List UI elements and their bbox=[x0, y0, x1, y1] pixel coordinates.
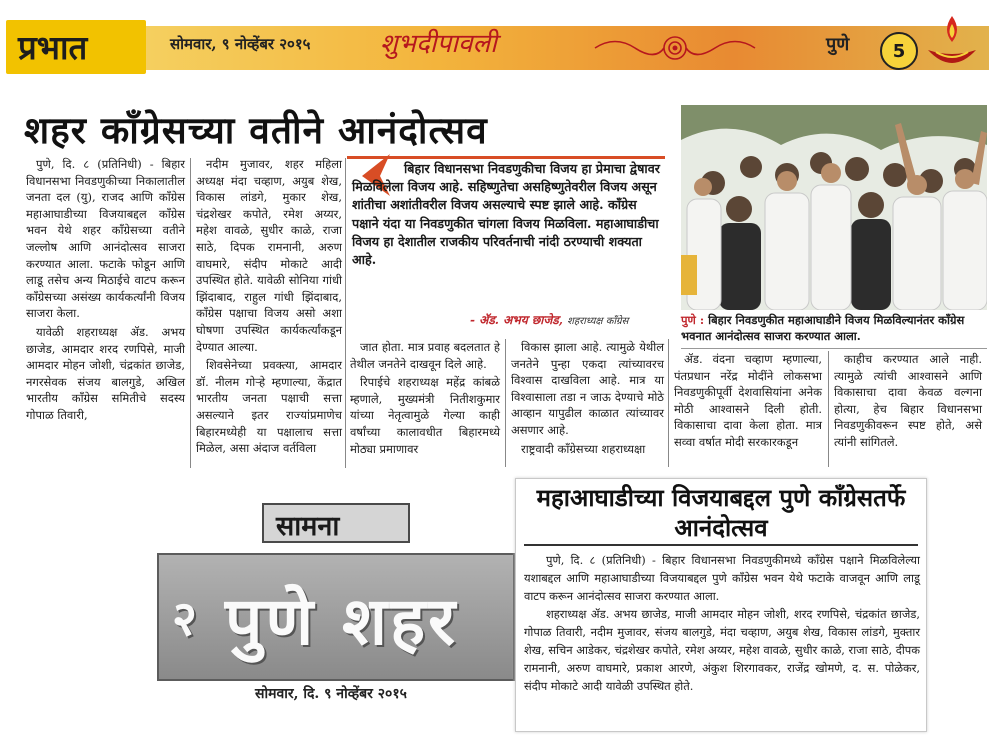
photo-caption-tag: पुणे : bbox=[681, 313, 705, 327]
article-paragraph: नदीम मुजावर, शहर महिला अध्यक्ष मंदा चव्हाण, अयुब शेख, विकास लांडगे, मुकार शेख, चंद्रशेखर कपोते, रमेश अय्यर, महेश वावळे, सुधीर काळे, राजा साठे, दिपक रामनानी, अरुण वाघमारे, संदीप मोकाटे आदी उपस्थित होते. यावेळी सोनिया गांधी झिंदाबाद, राहुल गांधी झिंदाबाद, काँग्रेस पक्षाचा विजय असो अशा घोषणा उपस्थित कार्यकर्त्यांकडून देण्यात आल्या. bbox=[196, 157, 342, 354]
masthead-festival-title: शुभदीपावली bbox=[380, 29, 497, 59]
article-column-6 bbox=[834, 351, 982, 453]
saamana-article-body bbox=[524, 551, 920, 695]
column-divider bbox=[668, 339, 669, 467]
article-paragraph: विकास झाला आहे. त्यामुळे येथील जनतेने पुन्हा एकदा त्यांच्यावरच विश्वास दाखविला आहे. मात्र या विश्वासाला तडा न जाऊ देण्याचे मोठे आव्हान यापुढील काळात त्यांच्यावर असणार आहे. bbox=[511, 340, 664, 437]
article-paragraph: यावेळी शहराध्यक्ष ॲड. अभय छाजेड, आमदार शरद रणपिसे, माजी आमदार मोहन जोशी, चंद्रकांत छाजेड, नगरसेवक संजय बालगुडे, अखिल भारतीय काँग्रेस समितीचे सदस्य गोपाळ तिवारी, bbox=[26, 324, 185, 422]
diya-lamp-icon bbox=[922, 12, 982, 78]
article-paragraph: ॲड. वंदना चव्हाण म्हणाल्या, पंतप्रधान नरेंद्र मोदींने लोकसभा निवडणुकीपूर्वी देशवासियांना अनेक मोठी आश्वासने दिली होती. विकासाचा दावा केला होता. मात्र सव्वा वर्षात मोदी सरकारकडून bbox=[674, 352, 822, 449]
saamana-section-title: पुणे शहर bbox=[225, 582, 459, 660]
prabhat-logo bbox=[6, 20, 146, 74]
article-column-2 bbox=[196, 156, 342, 459]
pull-quote-attribution bbox=[470, 311, 628, 328]
masthead-date: सोमवार, ९ नोव्हेंबर २०१५ bbox=[170, 35, 311, 53]
article-paragraph: राष्ट्रवादी काँग्रेसच्या शहराध्यक्षा bbox=[521, 441, 646, 456]
pull-quote-role: शहराध्यक्ष काँग्रेस bbox=[567, 316, 629, 327]
saamana-logo-text: सामना bbox=[276, 511, 340, 542]
saamana-page-number: २ bbox=[172, 591, 197, 647]
pull-quote-author: - ॲड. अभय छाजेड, bbox=[470, 313, 563, 327]
saamana-headline: महाआघाडीच्या विजयाबद्दल पुणे काँग्रेसतर्फे आनंदोत्सव bbox=[536, 483, 906, 542]
column-divider bbox=[505, 339, 506, 467]
saamana-date: सोमवार, दि. ९ नोव्हेंबर २०१५ bbox=[255, 686, 407, 702]
pull-quote-text: बिहार विधानसभा निवडणुकीचा विजय हा प्रेमाचा द्वेषावर मिळविलेला विजय आहे. सहिष्णुतेचा असहिष्णुतेवरील विजय असून शांतीचा अशांतीवरील विजय असल्याचे स्पष्ट झाले आहे. काँग्रेस पक्षाने यंदा या निवडणुकीत चांगला विजय मिळविला. महाआघाडीचा विजय हा देशातील राजकीय परिवर्तनाची नांदी ठरण्याची शक्यता आहे. bbox=[352, 161, 660, 268]
article-paragraph: पुणे, दि. ८ (प्रतिनिधी) - बिहार विधानसभा निवडणुकीच्या निकालातील जनता दल (यु), राजद आणि काँग्रेस महाआघाडीच्या विजयाबद्दल काँग्रेस भवन येथे शहर काँग्रेसच्या वतीने जल्लोष आणि आनंदोत्सव साजरा करण्यात आला. फटाके फोडून आणि लाडू तसेच अन्य मिठाईचे वाटप करून काँग्रेसच्या असंख्य कार्यकर्त्यांनी विजय साजरा केला. bbox=[26, 157, 185, 321]
article-column-1 bbox=[26, 156, 185, 426]
photo-caption bbox=[681, 312, 987, 349]
article-column-3 bbox=[350, 339, 500, 459]
column-divider bbox=[345, 158, 346, 468]
article-paragraph: काहीच करण्यात आले नाही. त्यामुळे त्यांची आश्वासने आणि विकासाचा दावा केवळ वल्गना होत्या, हेच बिहार विधानसभा निवडणुकीवरून स्पष्ट होते, असे त्यांनी सांगितले. bbox=[834, 352, 982, 449]
crowd-celebration-photo bbox=[681, 105, 987, 310]
article-paragraph: जात होता. मात्र प्रवाह बदलतात हे तेथील जनतेने दाखवून दिले आहे. bbox=[350, 340, 500, 371]
column-divider bbox=[828, 351, 829, 467]
article-column-4 bbox=[511, 339, 664, 459]
masthead-city: पुणे bbox=[826, 34, 850, 55]
article-column-5 bbox=[674, 351, 822, 453]
article-headline: शहर काँग्रेसच्या वतीने आनंदोत्सव bbox=[24, 108, 488, 152]
article-paragraph: रिपाईचे शहराध्यक्ष महेंद्र कांबळे म्हणाले, मुख्यमंत्री नितीशकुमार यांच्या नेतृत्वामुळे गेल्या काही वर्षांच्या कालावधीत बिहारमध्ये मोठ्या प्रमाणावर bbox=[350, 375, 500, 456]
saamana-paragraph: शहराध्यक्ष ॲड. अभय छाजेड, माजी आमदार मोहन जोशी, शरद रणपिसे, चंद्रकांत छाजेड, गोपाळ तिवारी, नदीम मुजावर, संजय बालगुडे, मंदा चव्हाण, अयुब शेख, विकास लांडगे, मुक्तार शेख, सचिन आडेकर, चंद्रशेखर कपोते, रमेश अय्यर, महेश वावळे, सुधीर काळे, राजा साठे, दीपक रामनानी, अरुण वाघमारे, प्रकाश आरणे, अंकुश शिरगावकर, राजेंद्र खोमणे, द. स. पोळेकर, संदीप मोकाटे आदी यावेळी उपस्थित होते. bbox=[524, 607, 920, 693]
saamana-logo bbox=[262, 503, 410, 543]
page-number-badge: 5 bbox=[880, 32, 918, 70]
rangoli-ornament-icon bbox=[585, 33, 765, 63]
crowd-photo-image bbox=[681, 105, 987, 310]
saamana-headline-rule bbox=[524, 544, 918, 546]
saamana-paragraph: पुणे, दि. ८ (प्रतिनिधी) - बिहार विधानसभा निवडणुकीमध्ये काँग्रेस पक्षाने मिळविलेल्या यशाबद्दल आणि महाआघाडीच्या विजयाबद्दल पुणे काँग्रेस भवन येथे फटाके वाजवून आणि लाडू वाटप करून आनंदोत्सव साजरा करण्यात आला. bbox=[524, 553, 920, 603]
prabhat-logo-text: प्रभात bbox=[18, 28, 88, 67]
column-divider bbox=[190, 158, 191, 468]
article-paragraph: शिवसेनेच्या प्रवक्त्या, आमदार डॉ. नीलम गोऱ्हे म्हणाल्या, केंद्रात भारतीय जनता पक्षाची सत्ता असल्याने इतर राज्यांप्रमाणेच बिहारमध्येही या पक्षालाच सत्ता मिळेल, असा अंदाज वर्तविला bbox=[196, 358, 342, 456]
photo-caption-text: बिहार निवडणुकीत महाआघाडीने विजय मिळविल्यानंतर काँग्रेस भवनात आनंदोत्सव साजरा करण्यात आला. bbox=[681, 313, 965, 343]
